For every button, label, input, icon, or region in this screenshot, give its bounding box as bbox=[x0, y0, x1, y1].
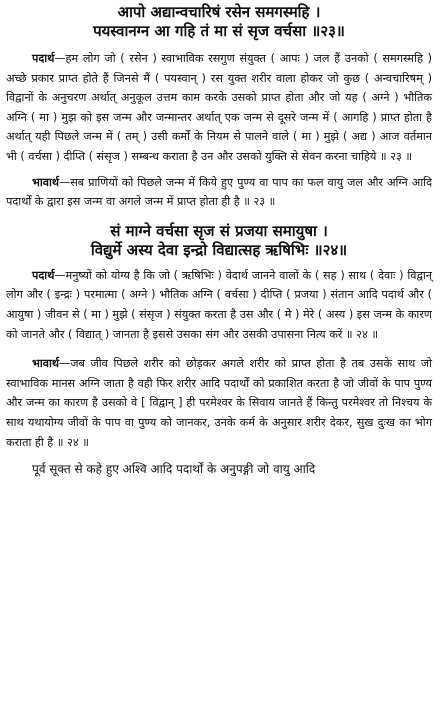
bhavarth-23 bbox=[6, 173, 432, 212]
mantra-23-line-1: आपो अद्यान्वचारिषं रसेन समगस्महि । bbox=[117, 3, 321, 21]
padarth-label: पदार्थ bbox=[32, 268, 55, 282]
bhavarth-label: भावार्थ bbox=[32, 357, 60, 371]
closing-line: पूर्व सूक्त से कहे हुए अश्वि आदि पदार्थों के अनुपङ्गी जो वायु आदि bbox=[32, 462, 316, 477]
bhavarth-text: —जब जीव पिछले शरीर को छोड़कर अगले शरीर को प्राप्त होता है तब उसके साथ जो स्वाभाविक मानस अग्नि जाता है वही फिर शरीर आदि पदार्थों को प्रकाशित करता है जो जीवों के पाप पुण्य और जन्म का कारण है उसको वे [ विद्वान् ] ही परमेश्वर के सिवाय जानते हैं किन्तु परमेश्वर तो निश्चय के साथ यथायोग्य जीवों के पाप वा पुण्य को जानकर, उनके कर्म के अनुसार शरीर देकर, सुख दुःख का भोग कराता ही है ॥ २४ ॥ bbox=[6, 357, 432, 449]
padarth-23 bbox=[6, 49, 432, 167]
mantra-24-line-2: विद्युर्मे अस्य देवा इन्द्रो विद्यात्सह ऋषिभिः ॥२४॥ bbox=[90, 240, 348, 259]
padarth-label: पदार्थ bbox=[32, 52, 55, 65]
bhavarth-24 bbox=[6, 354, 432, 452]
mantra-24-line-1: सं माग्ने वर्चसा सृज सं प्रजया समायुषा । bbox=[110, 221, 328, 240]
padarth-24 bbox=[6, 266, 432, 344]
padarth-text: —मनुष्यों को योग्य है कि जो ( ऋषिभिः ) वेदार्थ जानने वालों के ( सह ) साथ ( देवाः ) विद्वान् लोग और ( इन्द्रः ) परमात्मा ( अग्ने ) भौतिक अग्नि ( वर्चसा ) दीप्ति ( प्रजया ) संतान आदि पदार्थ और ( आयुषा ) जीवन से ( मा ) मुझे ( संसृज ) संयुक्त करता है उस और ( मे ) मेरे ( अस्य ) इस जन्म के कारण को जानते और ( विद्यात् ) जानता है इससे उसका संग और उसकी उपासना नित्य करें ॥ २४ ॥ bbox=[6, 268, 432, 341]
bhavarth-label: भावार्थ bbox=[32, 175, 60, 189]
bhavarth-text: —सब प्राणियों को पिछले जन्म में किये हुए पुण्य वा पाप का फल वायु जल और अग्नि आदि पदार्थों के द्वारा इस जन्म वा अगले जन्म में प्राप्त होता ही है ॥ २३ ॥ bbox=[6, 175, 432, 209]
mantra-23-line-2: पयस्वानग्न आ गहि तं मा सं सृज वर्चसा ॥२३॥ bbox=[93, 22, 345, 40]
padarth-text: —हम लोग जो ( रसेन ) स्वाभाविक रसगुण संयुक्त ( आपः ) जल हैं उनको ( समगस्महि ) अच्छे प्रकार प्राप्त होते हैं जिनसे मैं ( पयस्वान् ) रस युक्त शरीर वाला होकर जो कुछ ( अन्वचारिषम् ) विद्वानों के अनुचरण अर्थात् अनुकूल उत्तम काम करके उसको प्राप्त होता और जो यह ( अग्ने ) भौतिक अग्नि ( मा ) मुझ को इस जन्म और जन्मान्तर अर्थात् एक जन्म से दूसरे जन्म में ( आगहि ) प्राप्त होता है अर्थात् यही पिछले जन्म में ( तम् ) उसी कर्मों के नियम से पालने वाले ( मा ) मुझे ( अद्य ) आज वर्तमान भी ( वर्चसा ) दीप्ति ( संसृज ) सम्बन्ध कराता है उन और उसको युक्ति से सेवन करना चाहिये ॥ २३ ॥ bbox=[6, 52, 432, 163]
